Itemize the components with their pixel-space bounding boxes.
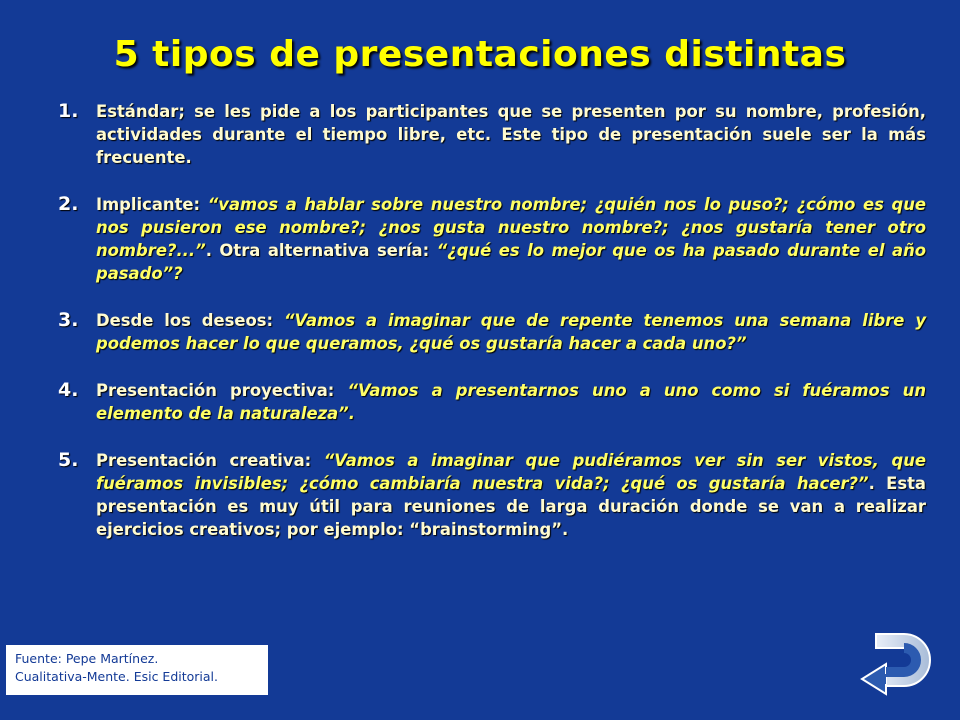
item-number: 5. — [58, 449, 79, 471]
item-quote: “Vamos a imaginar que de repente tenemos una semana libre y podemos hacer lo que queramos, ¿qué os gustaría hacer a cada uno?” — [96, 311, 927, 353]
item-quote: “Vamos a presentarnos uno a uno como si fuéramos un elemento de la naturaleza”. — [96, 381, 926, 423]
item-number: 3. — [58, 309, 79, 331]
item-lead: Presentación proyectiva: — [96, 381, 348, 400]
presentation-types-list — [58, 100, 926, 565]
item-lead: Implicante: — [96, 195, 208, 214]
item-lead: Desde los deseos: — [96, 311, 284, 330]
item-tail: . Esta presentación es muy útil para reuniones de larga duración donde se van a realizar ejercicios creativos; por ejemplo: “brainstorming”. — [96, 474, 926, 539]
list-item — [58, 309, 926, 355]
list-item — [58, 193, 926, 285]
source-line-2: Cualitativa-Mente. Esic Editorial. — [15, 669, 218, 684]
list-item — [58, 100, 926, 169]
list-item — [58, 449, 926, 541]
item-text: Estándar; se les pide a los participantes que se presenten por su nombre, profesión, actividades durante el tiempo libre, etc. Este tipo de presentación suele ser la más frecuente. — [96, 102, 926, 167]
u-turn-arrow-icon — [856, 630, 940, 714]
item-number: 2. — [58, 193, 79, 215]
item-quote: “Vamos a imaginar que pudiéramos ver sin ser vistos, que fuéramos invisibles; ¿cómo cambiaría nuestra vida?; ¿qué os gustaría hacer?” — [96, 451, 926, 493]
item-lead: Presentación creativa: — [96, 451, 324, 470]
source-note — [6, 645, 268, 695]
item-quote-2: “¿qué es lo mejor que os ha pasado durante el año pasado”? — [96, 241, 927, 283]
slide-title: 5 tipos de presentaciones distintas — [113, 34, 847, 75]
return-button[interactable] — [856, 630, 940, 714]
item-tail: . Otra alternativa sería: — [205, 241, 437, 260]
item-number: 1. — [58, 100, 79, 122]
item-number: 4. — [58, 379, 79, 401]
item-quote: “vamos a hablar sobre nuestro nombre; ¿quién nos lo puso?; ¿cómo es que nos pusieron ese nombre?; ¿nos gusta nuestro nombre?; ¿nos gustaría tener otro nombre?...” — [96, 195, 926, 260]
list-item — [58, 379, 926, 425]
source-line-1: Fuente: Pepe Martínez. — [15, 651, 159, 666]
